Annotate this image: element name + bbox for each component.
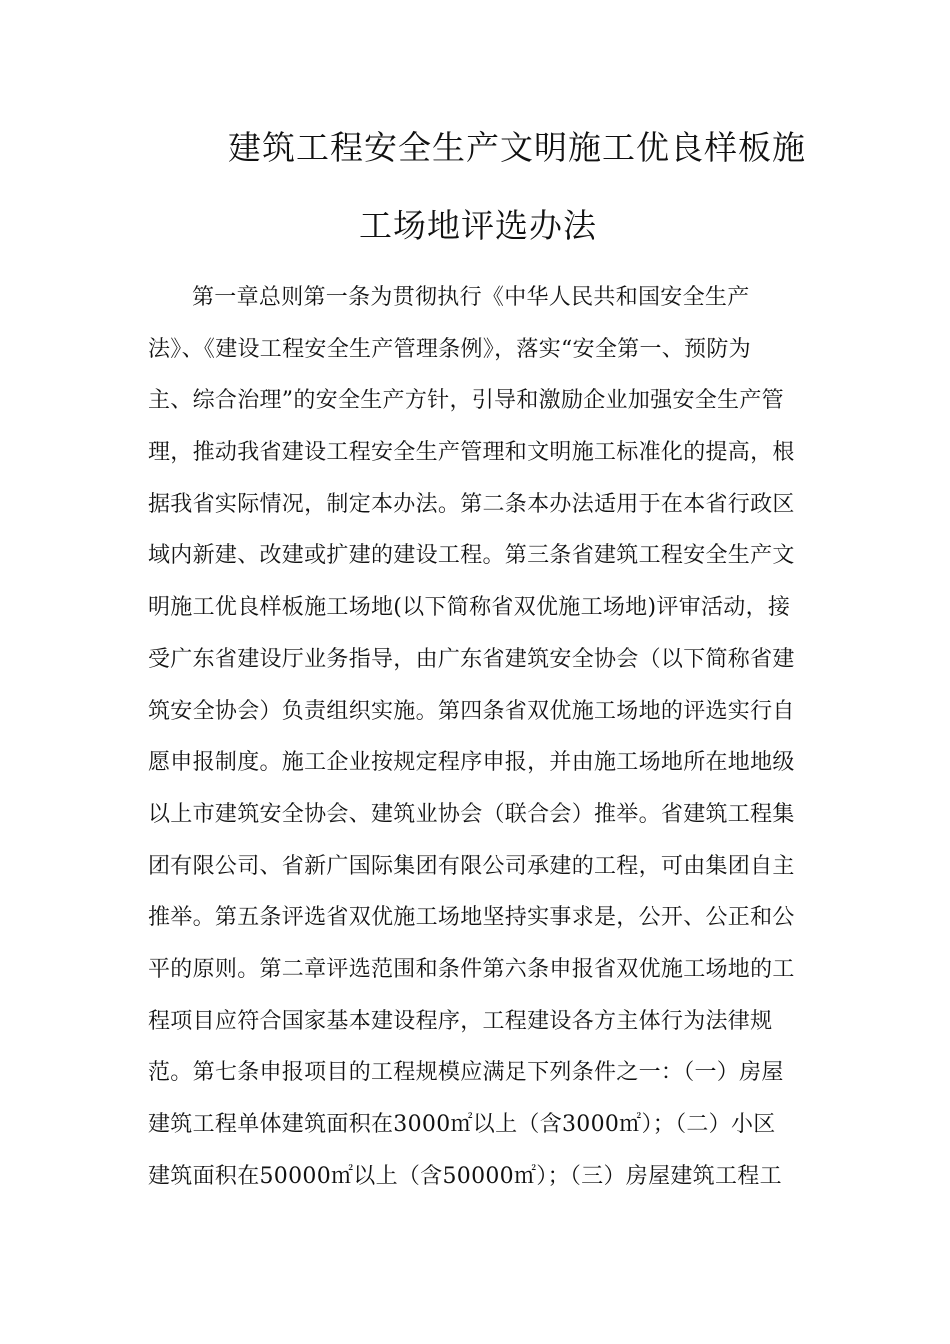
document-title-line-2: 工场地评选办法 (359, 206, 597, 245)
body-line: 第一章总则第一条为贯彻执行《中华人民共和国安全生产 (192, 285, 750, 310)
body-line: 明施工优良样板施工场地(以下简称省双优施工场地)评审活动，接 (148, 595, 791, 621)
body-line: 团有限公司、省新广国际集团有限公司承建的工程，可由集团自主 (148, 853, 795, 879)
body-line: 程项目应符合国家基本建设程序，工程建设各方主体行为法律规 (148, 1008, 773, 1034)
body-line: 域内新建、改建或扩建的建设工程。第三条省建筑工程安全生产文 (148, 543, 795, 569)
body-line: 愿申报制度。施工企业按规定程序申报，并由施工场地所在地地级 (148, 750, 795, 776)
body-text (148, 272, 808, 1202)
body-line: 主、综合治理”的安全生产方针，引导和激励企业加强安全生产管 (148, 388, 784, 414)
body-line: 据我省实际情况，制定本办法。第二条本办法适用于在本省行政区 (148, 491, 795, 517)
body-line: 推举。第五条评选省双优施工场地坚持实事求是，公开、公正和公 (148, 905, 795, 931)
body-line: 平的原则。第二章评选范围和条件第六条申报省双优施工场地的工 (148, 956, 795, 982)
body-line: 筑安全协会）负责组织实施。第四条省双优施工场地的评选实行自 (148, 698, 795, 724)
body-line: 受广东省建设厅业务指导，由广东省建筑安全协会（以下简称省建 (148, 646, 795, 672)
document-title-line-1: 建筑工程安全生产文明施工优良样板施 (228, 128, 806, 167)
body-line: 理，推动我省建设工程安全生产管理和文明施工标准化的提高，根 (148, 440, 795, 466)
body-line: 建筑工程单体建筑面积在3000㎡以上（含3000㎡）；（二）小区 (148, 1112, 776, 1137)
body-line: 以上市建筑安全协会、建筑业协会（联合会）推举。省建筑工程集 (148, 801, 795, 827)
body-line: 法》、《建设工程安全生产管理条例》，落实“安全第一、预防为 (148, 336, 751, 362)
body-line: 范。第七条申报项目的工程规模应满足下列条件之一：（一）房屋 (148, 1060, 784, 1086)
body-line: 建筑面积在50000㎡以上（含50000㎡）；（三）房屋建筑工程工 (148, 1163, 782, 1189)
